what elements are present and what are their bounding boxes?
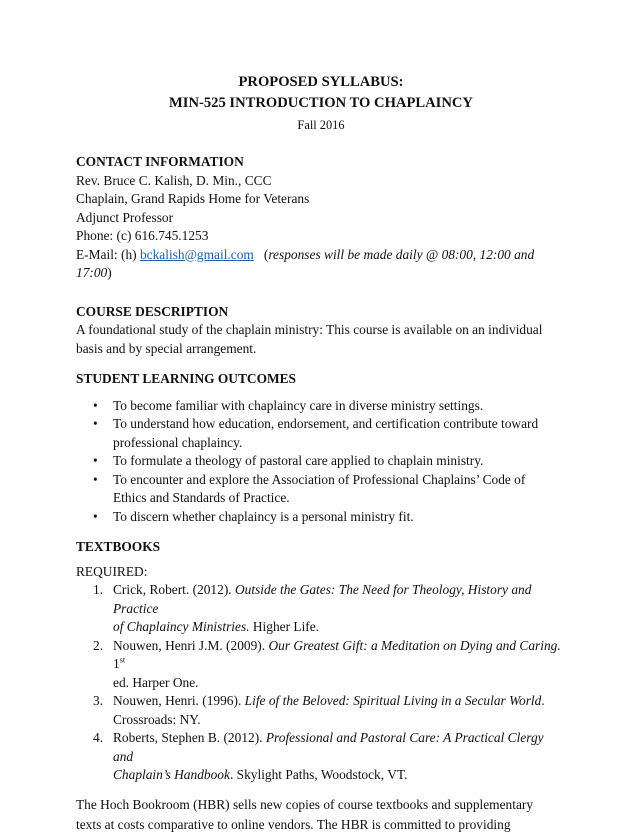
list-item bbox=[76, 637, 566, 693]
course-title: MIN-525 INTRODUCTION TO CHAPLAINCY bbox=[169, 95, 473, 111]
book-number: 4. bbox=[93, 730, 104, 745]
required-label: REQUIRED: bbox=[76, 563, 148, 579]
instructor-name: Rev. Bruce C. Kalish, D. Min., CCC bbox=[76, 172, 272, 188]
learning-outcomes-section bbox=[76, 370, 566, 526]
book-author: Roberts, Stephen B. (2012). bbox=[113, 730, 266, 745]
list-item bbox=[76, 581, 566, 637]
book-number: 3. bbox=[93, 693, 104, 708]
book-title: Our Greatest Gift: a Meditation on Dying and Caring. bbox=[268, 637, 561, 653]
contact-heading: CONTACT INFORMATION bbox=[76, 154, 244, 169]
course-description-section bbox=[76, 303, 566, 359]
course-description-heading: COURSE DESCRIPTION bbox=[76, 303, 229, 319]
email-response-note: responses will be made daily @ 08:00, 12:00 and 17:00 bbox=[76, 246, 535, 280]
learning-outcomes-heading: STUDENT LEARNING OUTCOMES bbox=[76, 371, 296, 386]
instructor-phone: Phone: (c) 616.745.1253 bbox=[76, 228, 209, 243]
book-number: 1. bbox=[93, 582, 104, 597]
book-title: Life of the Beloved: Spiritual Living in a Secular World bbox=[244, 693, 542, 708]
email-note-open: ( bbox=[263, 246, 269, 262]
instructor-role: Adjunct Professor bbox=[76, 209, 174, 225]
list-item: • To understand how education, endorsement, and certification contribute toward professional chaplaincy. bbox=[93, 416, 539, 450]
email-line bbox=[76, 246, 566, 283]
book-author: Crick, Robert. (2012). bbox=[113, 582, 235, 597]
book-title: Outside the Gates: The Need for Theology, History and Practice bbox=[113, 582, 532, 616]
list-item: • To encounter and explore the Association of Professional Chaplains’ Code of Ethics and Standards of Practice. bbox=[93, 471, 526, 505]
book-publisher: Higher Life. bbox=[249, 619, 320, 634]
syllabus-title: PROPOSED SYLLABUS: bbox=[238, 74, 404, 90]
email-link[interactable]: bckalish@gmail.com bbox=[139, 246, 254, 262]
bullet-icon: • bbox=[93, 416, 98, 431]
outcomes-list bbox=[76, 397, 566, 527]
book-edition: 1 bbox=[113, 656, 120, 671]
book-title: Chaplain’s Handbook bbox=[113, 767, 230, 782]
list-item: • To formulate a theology of pastoral care applied to chaplain ministry. bbox=[76, 452, 566, 471]
book-author: Nouwen, Henri. (1996). bbox=[113, 693, 245, 708]
syllabus-page bbox=[76, 72, 566, 835]
list-item: • To discern whether chaplaincy is a personal ministry fit. bbox=[76, 508, 566, 527]
book-title: of Chaplaincy Ministries. bbox=[113, 619, 250, 634]
book-publisher: Crossroads: NY. bbox=[113, 711, 201, 727]
course-description-line: basis and by special arrangement. bbox=[76, 340, 257, 356]
book-publisher: ed. Harper One. bbox=[113, 674, 199, 690]
instructor-position: Chaplain, Grand Rapids Home for Veterans bbox=[76, 191, 310, 206]
book-edition-suffix: st bbox=[119, 655, 126, 665]
textbook-list bbox=[76, 581, 566, 785]
textbooks-heading: TEXTBOOKS bbox=[76, 539, 161, 554]
bullet-icon: • bbox=[93, 453, 98, 468]
book-number: 2. bbox=[93, 637, 104, 653]
bullet-icon: • bbox=[93, 471, 98, 487]
list-item: 3. Nouwen, Henri. (1996). Life of the Beloved: Spiritual Living in a Secular World. Crossroads: NY. bbox=[76, 692, 566, 729]
email-note-close: ) bbox=[107, 265, 112, 280]
list-item bbox=[76, 729, 566, 785]
bullet-icon: • bbox=[93, 397, 98, 413]
bullet-icon: • bbox=[93, 508, 98, 524]
book-author: Nouwen, Henri J.M. (2009). bbox=[113, 637, 269, 653]
book-publisher: . Skylight Paths, Woodstock, VT. bbox=[229, 767, 408, 782]
book-title: Professional and Pastoral Care: A Practical Clergy and bbox=[113, 730, 544, 764]
course-description-line: A foundational study of the chaplain ministry: This course is available on an individual bbox=[76, 322, 543, 337]
list-item: • To become familiar with chaplaincy care in diverse ministry settings. bbox=[76, 397, 566, 416]
contact-section bbox=[76, 153, 566, 283]
email-prefix: E-Mail: (h) bbox=[76, 246, 140, 262]
textbooks-section bbox=[76, 538, 566, 835]
term-label: Fall 2016 bbox=[297, 118, 345, 132]
bookroom-paragraph: The Hoch Bookroom (HBR) sells new copies of course textbooks and supplementary texts at costs comparative to online vendors. The HBR is committed to providing bbox=[76, 796, 534, 832]
